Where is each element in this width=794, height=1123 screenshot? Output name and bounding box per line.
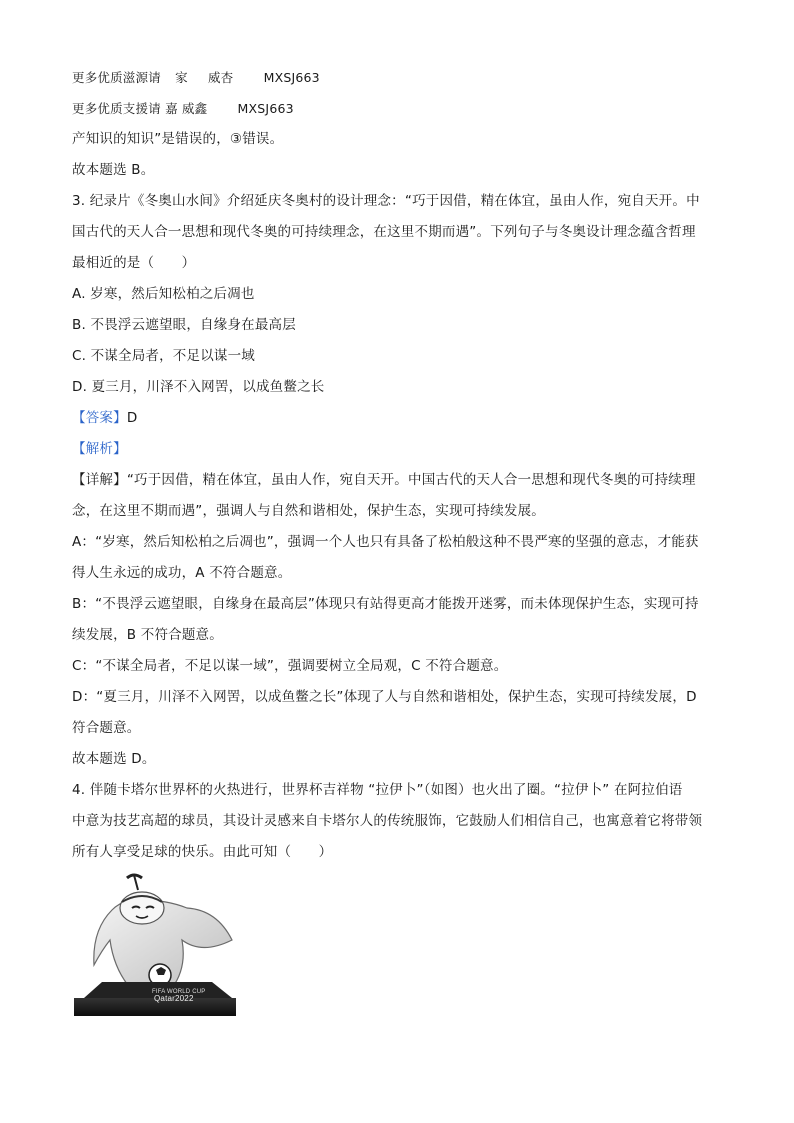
promo-line-2 bbox=[72, 93, 722, 124]
explain-line: A：“岁寒，然后知松柏之后凋也”，强调一个人也只有具备了松柏般这种不畏严寒的坚强的意志，才能获 bbox=[72, 534, 699, 550]
explain-line: B：“不畏浮云遮望眼，自缘身在最高层”体现只有站得更高才能拨开迷雾，而未体现保护生态，实现可持 bbox=[72, 596, 699, 612]
option-b: B. 不畏浮云遮望眼，自缘身在最高层 bbox=[72, 317, 296, 333]
mascot-image bbox=[72, 870, 237, 1020]
answer-line bbox=[72, 403, 722, 434]
promo-code: MXSJ663 bbox=[263, 70, 320, 85]
explain-line: 得人生永远的成功，A 不符合题意。 bbox=[72, 565, 292, 581]
document-page bbox=[72, 62, 722, 868]
option-d: D. 夏三月，川泽不入网罟，以成鱼鳖之长 bbox=[72, 379, 325, 395]
promo-line-1 bbox=[72, 62, 722, 93]
promo-text: 家 bbox=[175, 70, 188, 85]
explain-line: 符合题意。 bbox=[72, 720, 141, 736]
question-4-stem-line: 所有人享受足球的快乐。由此可知（ ） bbox=[72, 844, 333, 860]
explain-line: D：“夏三月，川泽不入网罟，以成鱼鳖之长”体现了人与自然和谐相处，保护生态，实现可持续发展，D bbox=[72, 689, 697, 705]
explain-line: C：“不谋全局者，不足以谋一域”，强调要树立全局观，C 不符合题意。 bbox=[72, 658, 508, 674]
explain-line: 续发展，B 不符合题意。 bbox=[72, 627, 223, 643]
analysis-line bbox=[72, 434, 722, 465]
option-a: A. 岁寒，然后知松柏之后凋也 bbox=[72, 286, 255, 302]
question-4-stem-line: 中意为技艺高超的球员，其设计灵感来自卡塔尔人的传统服饰，它鼓励人们相信自己，也寓意着它将带领 bbox=[72, 813, 703, 829]
conclusion-line: 故本题选 B。 bbox=[72, 162, 155, 178]
detail-line: 念，在这里不期而遇”，强调人与自然和谐相处，保护生态，实现可持续发展。 bbox=[72, 503, 545, 519]
promo-text: 更多优质滋源请 bbox=[72, 70, 161, 85]
promo-code: MXSJ663 bbox=[237, 101, 294, 116]
answer-value: D bbox=[126, 410, 138, 426]
question-4-stem-line: 4. 伴随卡塔尔世界杯的火热进行，世界杯吉祥物 “拉伊卜”（如图）也火出了圈。“拉伊卜” 在阿拉伯语 bbox=[72, 782, 683, 798]
promo-text: 威杏 bbox=[207, 70, 234, 85]
conclusion-line: 故本题选 D。 bbox=[72, 751, 156, 767]
detail-line bbox=[72, 465, 722, 496]
question-3-stem-line: 3. 纪录片《冬奥山水间》介绍延庆冬奥村的设计理念：“巧于因借，精在体宜，虽由人作，宛自天开。中 bbox=[72, 193, 700, 209]
mascot-figure bbox=[72, 870, 237, 1020]
answer-tag: 【答案】 bbox=[72, 410, 127, 426]
question-3-stem-line: 最相近的是（ ） bbox=[72, 255, 196, 271]
base-label-1: FIFA WORLD CUP bbox=[152, 989, 206, 995]
promo-text: 更多优质支援请 嘉 威鑫 bbox=[72, 101, 208, 116]
analysis-tag: 【解析】 bbox=[72, 441, 127, 457]
base-label-2: Qatar2022 bbox=[154, 994, 194, 1003]
paragraph-line: 产知识的知识”是错误的，③错误。 bbox=[72, 131, 284, 147]
detail-text: “巧于因借，精在体宜，虽由人作，宛自天开。中国古代的天人合一思想和现代冬奥的可持续理 bbox=[126, 472, 696, 488]
detail-tag: 【详解】 bbox=[72, 472, 127, 488]
question-3-stem-line: 国古代的天人合一思想和现代冬奥的可持续理念，在这里不期而遇”。下列句子与冬奥设计理念蕴含哲理 bbox=[72, 224, 696, 240]
option-c: C. 不谋全局者，不足以谋一域 bbox=[72, 348, 256, 364]
